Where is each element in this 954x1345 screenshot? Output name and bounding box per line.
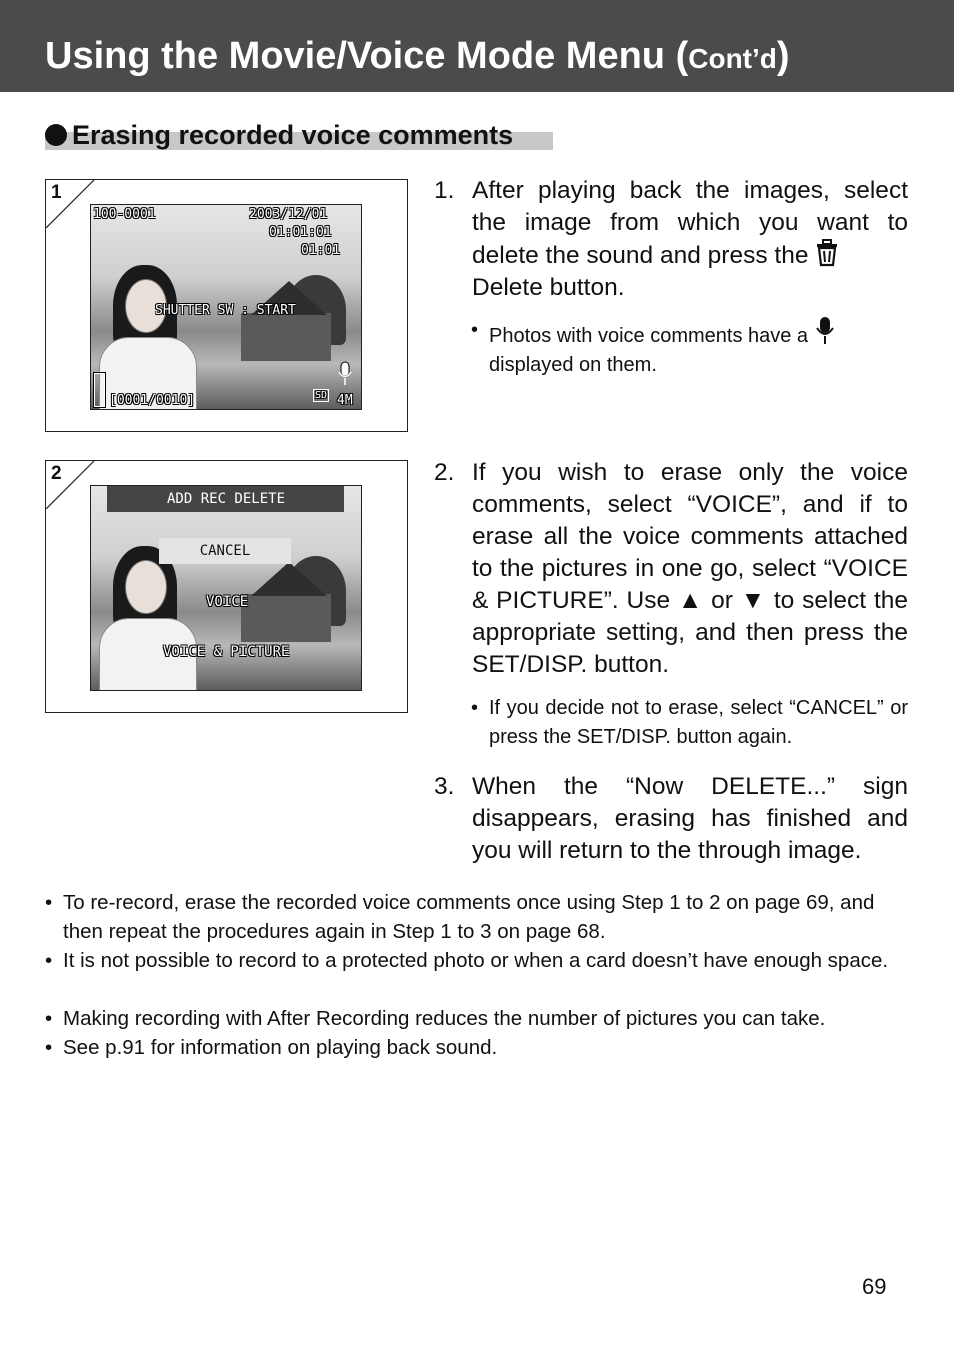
microphone-icon <box>814 316 836 346</box>
step-number: 1. <box>434 177 455 204</box>
section-heading <box>45 118 553 152</box>
step-1-note: • Photos with voice comments have a displayed on them. <box>471 316 908 376</box>
figure-number: 2 <box>51 463 62 484</box>
figure-2 <box>45 460 408 713</box>
round-bullet-icon <box>45 124 67 146</box>
osd-image-size: 4M <box>337 393 353 408</box>
section-title: Erasing recorded voice comments <box>72 120 514 150</box>
page-title: Using the Movie/Voice Mode Menu (Cont’d) <box>45 35 790 77</box>
house-image <box>241 594 331 642</box>
menu-title-bar: ADD REC DELETE <box>107 486 344 512</box>
figure-number: 1 <box>51 182 62 203</box>
step-2 <box>434 457 908 682</box>
trash-icon <box>815 239 839 267</box>
figure-1 <box>45 179 408 432</box>
step-number: 2. <box>434 459 455 486</box>
step-text: If you wish to erase only the voice comments, select “VOICE”, and if to erase all the voice comments attached to the pictures in one go, select “VOICE & PICTURE”. Use ▲ or ▼ to select the appropriate setting, and then press the SET/DISP. button. <box>472 459 908 678</box>
osd-duration: 01:01 <box>301 243 341 258</box>
house-image <box>241 313 331 361</box>
step-text: Delete button. <box>472 274 625 301</box>
osd-date: 2003/12/01 <box>249 207 328 222</box>
microphone-icon <box>337 361 353 387</box>
osd-file-number: 100-0001 <box>93 207 156 222</box>
camera-lcd-screen <box>90 485 362 691</box>
osd-shutter-text: SHUTTER SW : START <box>155 303 296 318</box>
osd-counter: [0001/0010] <box>109 393 196 408</box>
portrait-face <box>125 560 167 614</box>
battery-icon <box>94 373 105 407</box>
step-text: After playing back the images, select the image from which you want to delete the sound and press the <box>472 177 908 269</box>
step-1 <box>434 175 908 305</box>
sd-card-icon: SD <box>315 390 328 401</box>
step-text: When the “Now DELETE...” sign disappears, erasing has finished and you will return to the through image. <box>472 773 908 864</box>
camera-lcd-screen <box>90 204 362 410</box>
step-3 <box>434 771 908 871</box>
page-number: 69 <box>862 1274 887 1299</box>
osd-time: 01:01:01 <box>269 225 332 240</box>
menu-option-cancel[interactable]: CANCEL <box>159 538 291 564</box>
step-number: 3. <box>434 773 455 800</box>
menu-option-voice-picture[interactable]: VOICE & PICTURE <box>163 644 290 660</box>
menu-option-voice[interactable]: VOICE <box>206 594 249 610</box>
step-2-note: • If you decide not to erase, select “CANCEL” or press the SET/DISP. button again. <box>471 697 908 748</box>
page-header <box>0 0 954 92</box>
